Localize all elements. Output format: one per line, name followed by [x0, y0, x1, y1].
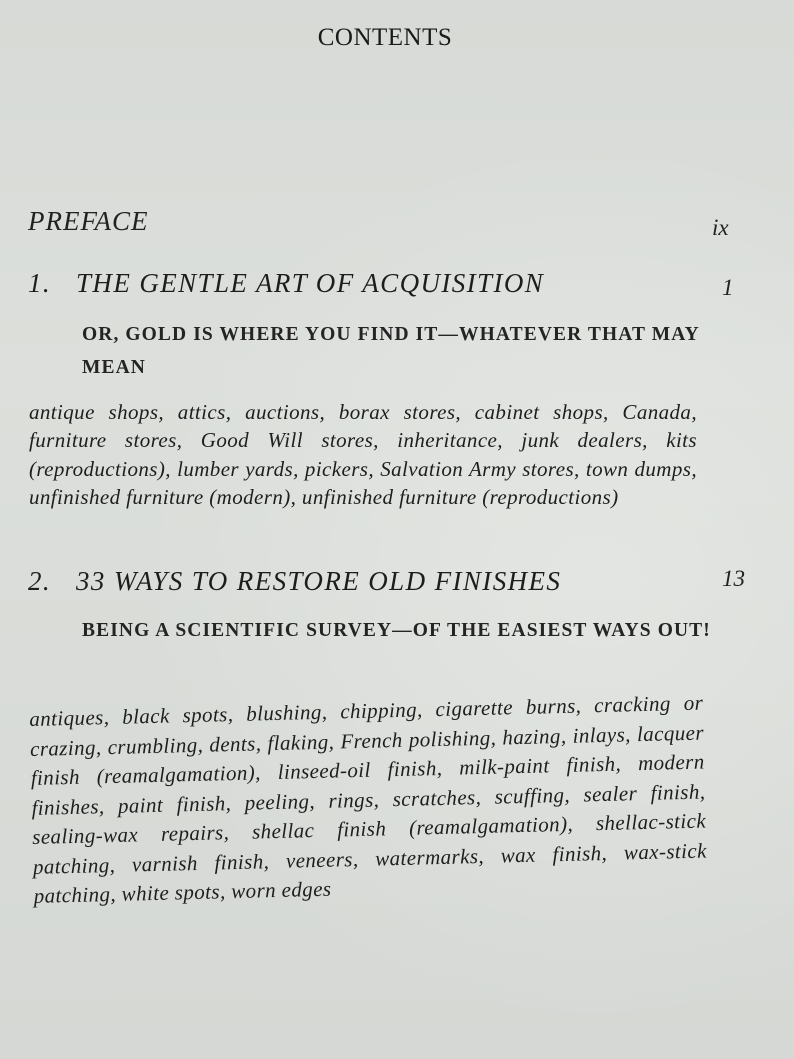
chapter-1-subtitle: OR, GOLD IS WHERE YOU FIND IT—WHATEVER THAT MAY MEAN: [82, 324, 700, 378]
chapter-2-subtitle: BEING A SCIENTIFIC SURVEY—OF THE EASIEST WAYS OUT!: [82, 620, 711, 641]
chapter-1-heading: [28, 268, 544, 299]
chapter-1-title: THE GENTLE ART OF ACQUISITION: [76, 268, 545, 298]
chapter-2-title: 33 WAYS TO RESTORE OLD FINISHES: [76, 566, 562, 596]
chapter-2-heading: [28, 566, 561, 597]
chapter-2-topics: antiques, black spots, blushing, chipping, cigarette burns, cracking or crazing, crumbling, dents, flaking, French polishing, hazing, inlays, lacquer finish (reamalgamation), linseed-oil finish, milk-paint finish, modern finishes, paint finish, peeling, rings, scratches, scuffing, sealer finish, sealing-wax repairs, shellac finish (reamalgamation), shellac-stick patching, varnish finish, veneers, watermarks, wax finish, wax-stick patching, white spots, worn edges: [29, 690, 708, 908]
chapter-1-number: 1.: [28, 268, 52, 298]
chapter-1-page-number: 1: [722, 275, 734, 300]
chapter-2-page-number: 13: [722, 566, 745, 591]
chapter-1-topics: antique shops, attics, auctions, borax stores, cabinet shops, Canada, furniture stores, Good Will stores, inheritance, junk dealers, kits (reproductions), lumber yards, pickers, Salvation Army stores, town dumps, unfinished furniture (modern), unfinished furniture (reproductions): [29, 400, 697, 509]
preface-page-number: ix: [712, 215, 729, 240]
contents-heading: CONTENTS: [317, 24, 453, 51]
preface-title: PREFACE: [28, 206, 149, 236]
chapter-2-number: 2.: [28, 566, 52, 596]
